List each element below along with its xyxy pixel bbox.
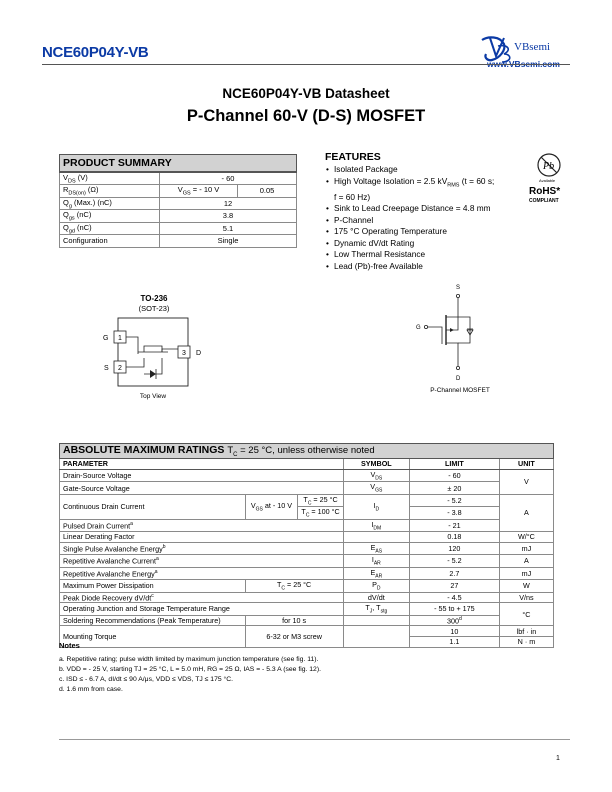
list-item: • Low Thermal Resistance <box>325 249 505 261</box>
cond: for 10 s <box>245 615 343 626</box>
param: Gate-Source Voltage <box>60 482 344 494</box>
limit: - 5.2 <box>409 494 499 506</box>
symbol: $V_{DS}$ <box>343 469 409 481</box>
table-row <box>60 172 297 185</box>
header-part-number: NCE60P04Y-VB <box>42 44 149 61</box>
limit: - 4.5 <box>409 592 499 603</box>
table-row <box>60 532 554 543</box>
unit: mJ <box>499 542 553 554</box>
device-title: P-Channel 60-V (D-S) MOSFET <box>186 107 426 125</box>
param: Linear Derating Factor <box>60 532 344 543</box>
table-row <box>60 626 554 637</box>
product-summary-title: PRODUCT SUMMARY <box>60 155 297 172</box>
symbol: $P_D$ <box>343 580 409 592</box>
absolute-max-ratings-table <box>59 443 554 648</box>
features-title: FEATURES <box>325 151 381 163</box>
svg-text:G: G <box>103 335 109 342</box>
table-row <box>60 494 554 506</box>
unit: A <box>499 555 553 567</box>
svg-text:S: S <box>456 285 461 291</box>
table-row <box>60 469 554 481</box>
ps-label: $V_{DS}$ (V) <box>60 172 160 185</box>
limit: 2.7 <box>409 567 499 579</box>
list-item: • Dynamic dV/dt Rating <box>325 238 505 250</box>
symbol: dV/dt <box>343 592 409 603</box>
ps-label: Configuration <box>60 235 160 248</box>
table-row <box>60 592 554 603</box>
svg-text:Pb: Pb <box>543 161 555 172</box>
col-limit: LIMIT <box>409 458 499 469</box>
symbol <box>343 626 409 647</box>
table-row <box>60 615 554 626</box>
symbol <box>343 532 409 543</box>
unit: A <box>499 494 553 531</box>
features-list <box>325 164 505 272</box>
param: Continuous Drain Current <box>60 494 246 519</box>
limit: 0.18 <box>409 532 499 543</box>
cond: $V_{GS}$ at - 10 V <box>245 494 298 519</box>
col-symbol: SYMBOL <box>343 458 409 469</box>
table-row <box>60 235 297 248</box>
header-divider <box>42 64 570 65</box>
unit: W <box>499 580 553 592</box>
unit: lbf · in <box>499 626 553 637</box>
param: Operating Junction and Storage Temperature Range <box>60 603 344 615</box>
cond: $T_C = 25$ °C <box>245 580 343 592</box>
table-row <box>60 519 554 531</box>
note-item: a. Repetitive rating; pulse width limited by maximum junction temperature (see fig. 11). <box>59 656 319 663</box>
list-item: • 175 °C Operating Temperature <box>325 226 505 238</box>
svg-text:G: G <box>416 325 421 331</box>
limit: - 5.2 <box>409 555 499 567</box>
product-summary-table <box>59 154 297 248</box>
ps-value: 3.8 <box>160 210 297 223</box>
table-row <box>60 482 554 494</box>
ps-value: - 60 <box>160 172 297 185</box>
cond: 6-32 or M3 screw <box>245 626 343 647</box>
svg-text:1: 1 <box>118 335 122 342</box>
svg-text:3: 3 <box>182 350 186 357</box>
symbol: $T_J$, $T_{stg}$ <box>343 603 409 615</box>
package-title: TO-236 <box>140 294 168 303</box>
notes-title: Notes <box>59 641 80 650</box>
table-row <box>60 580 554 592</box>
list-item: • Sink to Lead Creepage Distance = 4.8 mm <box>325 203 505 215</box>
ps-cond: $V_{GS}$ = - 10 V <box>160 185 238 198</box>
param: Mounting Torque <box>60 626 246 647</box>
footer-divider <box>59 739 570 740</box>
symbol: $E_{AR}$ <box>343 567 409 579</box>
svg-text:D: D <box>456 376 461 382</box>
symbol: $I_{DM}$ <box>343 519 409 531</box>
limit: 10 <box>409 626 499 637</box>
unit: N · m <box>499 637 553 648</box>
col-unit: UNIT <box>499 458 553 469</box>
table-row <box>60 603 554 615</box>
rohs-compliant: COMPLIANT <box>529 198 559 204</box>
param: Drain-Source Voltage <box>60 469 344 481</box>
list-item: • High Voltage Isolation = 2.5 $kV_{RMS}$ (t = 60 s; f = 60 Hz) <box>325 176 505 204</box>
symbol: $E_{AS}$ <box>343 542 409 554</box>
note-item: d. 1.6 mm from case. <box>59 686 123 693</box>
table-row <box>60 222 297 235</box>
ps-label: $Q_{gs}$ (nC) <box>60 210 160 223</box>
limit: ± 20 <box>409 482 499 494</box>
param: Soldering Recommendations (Peak Temperature) <box>60 615 246 626</box>
package-diagram <box>98 314 210 394</box>
svg-text:D: D <box>196 350 202 357</box>
table-row <box>60 185 297 198</box>
symbol: $I_{AR}$ <box>343 555 409 567</box>
ps-value: 5.1 <box>160 222 297 235</box>
limit: 27 <box>409 580 499 592</box>
top-view-label: Top View <box>139 393 167 400</box>
unit: mJ <box>499 567 553 579</box>
schematic-caption: P-Channel MOSFET <box>430 387 490 394</box>
cond: $T_C = 25$ °C <box>298 494 343 506</box>
note-item: c. ISD ≤ - 6.7 A, dI/dt ≤ 90 A/μs, VDD ≤ VDS, TJ ≤ 175 °C. <box>59 676 234 683</box>
notes-list <box>59 655 321 695</box>
limit: 120 <box>409 542 499 554</box>
param: Maximum Power Dissipation <box>60 580 246 592</box>
ps-value: 12 <box>160 197 297 210</box>
table-header-row <box>60 458 554 469</box>
ps-label: $R_{DS(on)}$ (Ω) <box>60 185 160 198</box>
ps-label: $Q_g$ (Max.) (nC) <box>60 197 160 210</box>
svg-text:Available: Available <box>539 178 556 183</box>
unit: V <box>499 469 553 494</box>
ps-label: $Q_{gd}$ (nC) <box>60 222 160 235</box>
param: Peak Diode Recovery $dV/dt^c$ <box>60 592 344 603</box>
list-item: • Lead (Pb)-free Available <box>325 261 505 273</box>
param: Pulsed Drain Current$^a$ <box>60 519 344 531</box>
brand-url[interactable]: www.VBsemi.com <box>487 59 560 69</box>
cond: $T_C = 100$ °C <box>298 507 343 519</box>
param: Repetitive Avalanche Current$^a$ <box>60 555 344 567</box>
param: Single Pulse Avalanche Energy$^b$ <box>60 542 344 554</box>
symbol: $I_D$ <box>343 494 409 519</box>
unit: W/°C <box>499 532 553 543</box>
limit: - 21 <box>409 519 499 531</box>
datasheet-title: NCE60P04Y-VB Datasheet <box>222 86 390 101</box>
ps-value: Single <box>160 235 297 248</box>
param: Repetitive Avalanche Energy$^a$ <box>60 567 344 579</box>
table-row <box>60 542 554 554</box>
symbol: $V_{GS}$ <box>343 482 409 494</box>
p-channel-mosfet-symbol <box>410 282 500 382</box>
table-row <box>60 555 554 567</box>
limit: - 60 <box>409 469 499 481</box>
list-item: • Isolated Package <box>325 164 505 176</box>
col-parameter: PARAMETER <box>60 458 344 469</box>
page-number: 1 <box>556 755 560 762</box>
unit: °C <box>499 603 553 626</box>
brand-name: VBsemi <box>514 41 551 53</box>
limit: 1.1 <box>409 637 499 648</box>
rohs-label: RoHS* <box>529 186 561 197</box>
table-row <box>60 210 297 223</box>
svg-text:2: 2 <box>118 365 122 372</box>
unit: V/ns <box>499 592 553 603</box>
ps-value: 0.05 <box>238 185 297 198</box>
symbol <box>343 615 409 626</box>
amr-title: ABSOLUTE MAXIMUM RATINGS $T_C = 25$ °C, unless otherwise noted <box>60 444 554 459</box>
limit: - 3.8 <box>409 507 499 519</box>
note-item: b. VDD = - 25 V, starting TJ = 25 °C, L = 5.0 mH, RG = 25 Ω, IAS = - 5.3 A (see fig. 12). <box>59 666 321 673</box>
table-row <box>60 197 297 210</box>
list-item: • P-Channel <box>325 215 505 227</box>
svg-text:S: S <box>104 365 109 372</box>
limit: - 55 to + 175 <box>409 603 499 615</box>
table-row <box>60 567 554 579</box>
package-subtitle: (SOT-23) <box>138 304 170 313</box>
limit: 300$^d$ <box>409 615 499 626</box>
